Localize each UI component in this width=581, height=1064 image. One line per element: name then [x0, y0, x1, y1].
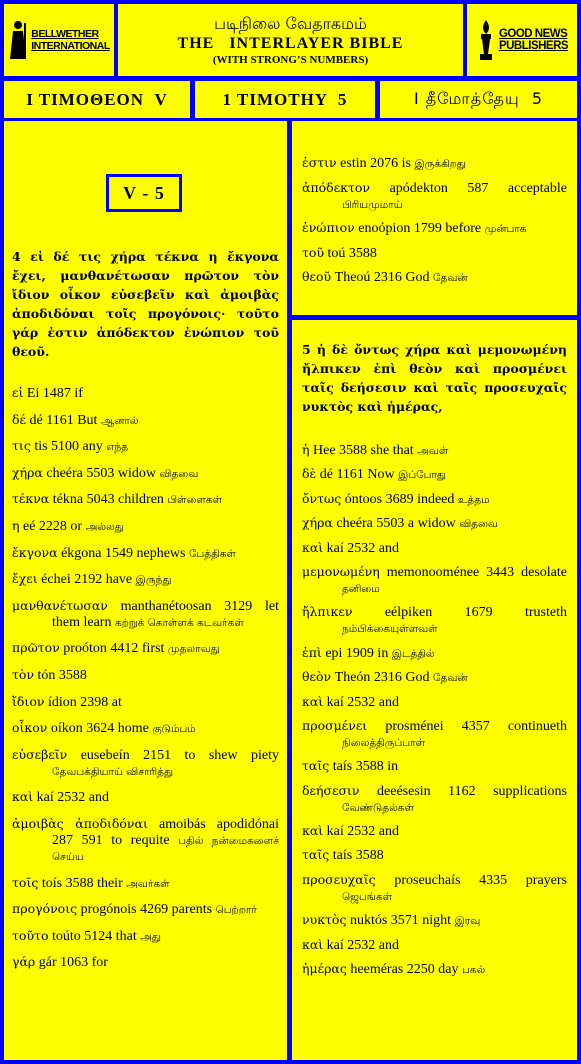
- transliteration-strongs-english: heeméras 2250 day: [350, 962, 459, 978]
- verse-5-word-list: [302, 442, 567, 978]
- tamil-gloss: நிலைத்திருப்பாள்: [342, 736, 426, 749]
- logo-left-line-2: INTERNATIONAL: [31, 40, 110, 52]
- tamil-gloss: நம்பிக்கையுள்ளவள்: [342, 623, 438, 636]
- word-entry: [12, 720, 279, 737]
- greek-word: τὸν: [12, 666, 35, 682]
- tamil-gloss: தேவன்: [433, 272, 468, 284]
- greek-word: τοῖς: [12, 874, 39, 890]
- word-entry: [302, 220, 567, 237]
- greek-word: εὐσεβεῖν: [12, 746, 68, 762]
- transliteration-strongs-english: prosménei 4357 continueth: [385, 718, 567, 734]
- tamil-gloss: பிரியமுமாய்: [342, 198, 403, 211]
- greek-word: νυκτὸς: [302, 912, 347, 928]
- word-entry: [302, 269, 567, 286]
- transliteration-strongs-english: apódekton 587 acceptable: [389, 180, 567, 196]
- greek-word: εἰ: [12, 385, 24, 400]
- word-entry: [302, 604, 567, 637]
- tamil-gloss: அல்லது: [85, 520, 124, 533]
- greek-word: ὄντως: [302, 490, 342, 506]
- greek-word: οἶκον: [12, 720, 48, 736]
- tamil-gloss: உத்தம: [457, 493, 490, 506]
- transliteration-strongs-english: dé 1161 But: [29, 412, 98, 428]
- good-news-logo: [467, 4, 577, 76]
- word-entry: [302, 758, 567, 775]
- word-entry: [12, 438, 279, 455]
- tamil-gloss: இரவு: [454, 915, 481, 928]
- page-title: THE INTERLAYER BIBLE: [177, 34, 404, 52]
- transliteration-strongs-english: kaí 2532 and: [326, 824, 399, 840]
- greek-word: ἡ: [302, 442, 310, 457]
- word-entry: [302, 180, 567, 213]
- word-entry: [302, 912, 567, 929]
- word-entry: [302, 783, 567, 816]
- transliteration-strongs-english: eé 2228 or: [23, 518, 83, 534]
- logo-right-line-2: PUBLISHERS: [498, 40, 569, 52]
- word-entry: [12, 694, 279, 711]
- transliteration-strongs-english: kaí 2532 and: [326, 937, 399, 953]
- greek-word: χήρα: [12, 464, 43, 480]
- tamil-gloss: அது: [140, 930, 162, 943]
- greek-word: ἀμοιβὰς ἀποδιδόναι: [12, 815, 148, 831]
- transliteration-strongs-english: tékna 5043 children: [52, 492, 164, 508]
- word-entry: [302, 823, 567, 840]
- transliteration-strongs-english: Ei 1487 if: [26, 386, 83, 401]
- greek-word: ἴδιον: [12, 693, 45, 709]
- transliteration-strongs-english: proseuchaís 4335 prayers: [394, 872, 568, 888]
- tamil-gloss: எந்த: [106, 441, 129, 454]
- greek-word: δὲ: [302, 466, 317, 482]
- word-entry: [302, 694, 567, 711]
- transliteration-strongs-english: eélpiken 1679 trusteth: [384, 605, 567, 621]
- tamil-gloss: பகல்: [461, 964, 486, 977]
- word-entry: [12, 928, 279, 945]
- word-entry: [12, 385, 279, 402]
- greek-word: χήρα: [302, 515, 333, 531]
- greek-word: ἐνώπιον: [302, 220, 355, 235]
- transliteration-strongs-english: kaí 2532 and: [326, 694, 399, 710]
- greek-word: θεὸν: [302, 669, 332, 685]
- transliteration-strongs-english: ékgona 1549 nephews: [61, 545, 186, 561]
- transliteration-strongs-english: amoibás apodidónai 287 591 to requite: [52, 816, 279, 848]
- transliteration-strongs-english: cheéra 5503 widow: [46, 465, 156, 481]
- greek-word: καὶ: [302, 823, 324, 839]
- word-entry: [12, 901, 279, 918]
- title-box: [118, 4, 463, 76]
- greek-word: καὶ: [302, 936, 324, 952]
- logo-right-line-1: GOOD NEWS: [498, 28, 568, 40]
- transliteration-strongs-english: Hee 3588 she that: [313, 443, 414, 458]
- tamil-gloss: இடத்தில்: [391, 647, 435, 660]
- word-entry: [302, 155, 567, 172]
- tamil-gloss: தனிமை: [342, 582, 380, 595]
- word-entry: [12, 545, 279, 562]
- word-entry: [12, 571, 279, 588]
- transliteration-strongs-english: manthanétoosan 3129 let them learn: [52, 598, 280, 630]
- verse-4-word-list: [12, 385, 279, 981]
- word-entry: [302, 442, 567, 459]
- book-name-tamil: I தீமோத்தேயு 5: [380, 81, 577, 118]
- transliteration-strongs-english: kaí 2532 and: [36, 790, 109, 806]
- transliteration-strongs-english: oíkon 3624 home: [50, 721, 149, 737]
- word-entry: [12, 789, 279, 806]
- greek-word: ταῖς: [302, 847, 330, 863]
- transliteration-strongs-english: nuktós 3571 night: [349, 913, 452, 929]
- tamil-gloss: பெற்றார்: [215, 904, 257, 917]
- tamil-gloss: அவர்கள்: [126, 877, 170, 890]
- greek-word: ἀπόδεκτον: [302, 179, 371, 195]
- tamil-gloss: பதில் நன்மைகளைச் செய்ய: [52, 834, 280, 863]
- transliteration-strongs-english: Theón 2316 God: [334, 670, 430, 686]
- tamil-gloss: முதலாவது: [167, 643, 220, 656]
- word-entry: [12, 491, 279, 508]
- verse-5-column: [292, 320, 577, 1060]
- word-entry: [302, 515, 567, 532]
- transliteration-strongs-english: taís 3588 in: [332, 759, 399, 775]
- transliteration-strongs-english: toú 3588: [327, 245, 377, 261]
- greek-word: η: [12, 517, 20, 533]
- tamil-gloss: கற்றுக் கொள்ளக் கடவர்கள்: [114, 616, 244, 629]
- book-name-english: 1 TIMOTHY 5: [195, 81, 375, 118]
- word-entry: [302, 937, 567, 954]
- tamil-gloss: இருக்கிறது: [414, 158, 466, 170]
- transliteration-strongs-english: taís 3588: [332, 848, 384, 864]
- tamil-gloss: வேண்டுதல்கள்: [342, 801, 414, 814]
- transliteration-strongs-english: échei 2192 have: [41, 572, 133, 588]
- logo-left-line-1: BELLWETHER: [31, 28, 99, 40]
- tamil-gloss: ஆனால்: [100, 414, 139, 427]
- greek-word: προσμένει: [302, 717, 368, 733]
- tamil-gloss: ஜெபங்கள்: [342, 890, 393, 903]
- transliteration-strongs-english: óntoos 3689 indeed: [344, 491, 455, 507]
- greek-word: γάρ: [12, 954, 36, 970]
- greek-word: μανθανέτωσαν: [12, 597, 108, 613]
- tamil-gloss: தேவபக்தியாய் விசாரித்து: [52, 765, 174, 778]
- word-entry: [302, 961, 567, 978]
- greek-word: προσευχαῖς: [302, 871, 376, 887]
- transliteration-strongs-english: memonooménee 3443 desolate: [386, 564, 567, 580]
- transliteration-strongs-english: ídion 2398 at: [47, 694, 122, 710]
- greek-word: τοῦτο: [12, 927, 49, 943]
- word-entry: [12, 954, 279, 971]
- bellwether-logo: [4, 4, 114, 76]
- transliteration-strongs-english: proóton 4412 first: [63, 641, 165, 657]
- transliteration-strongs-english: dé 1161 Now: [319, 467, 395, 483]
- verse-4-text: 4 εἰ δέ τις χήρα τέκνα η ἔκγονα ἔχει, μανθανέτωσαν πρῶτον τὸν ἴδιον οἶκον εὐσεβεῖν καὶ ἀμοιβὰς ἀποδιδόναι τοῖς προγόνοις· τοῦτο γάρ ἐστιν ἀπόδεκτον ἐνώπιον τοῦ θεοῦ.: [12, 249, 279, 359]
- transliteration-strongs-english: gár 1063 for: [38, 955, 108, 971]
- shepherd-figure-icon: [8, 19, 28, 61]
- tamil-gloss: முன்பாக: [484, 223, 527, 235]
- word-entry: [12, 518, 279, 535]
- verse-4-continued-word-list: [302, 155, 567, 286]
- tamil-gloss: பிள்ளைகள்: [167, 494, 223, 507]
- word-entry: [12, 747, 279, 780]
- tamil-gloss: தேவன்: [433, 672, 468, 685]
- word-entry: [302, 872, 567, 905]
- word-entry: [302, 540, 567, 557]
- transliteration-strongs-english: tón 3588: [37, 667, 87, 683]
- greek-word: καὶ: [302, 693, 324, 709]
- word-entry: [302, 847, 567, 864]
- greek-word: τις: [12, 438, 31, 454]
- word-entry: [12, 640, 279, 657]
- torch-icon: [476, 18, 496, 62]
- transliteration-strongs-english: kaí 2532 and: [326, 540, 399, 556]
- greek-word: ἔχει: [12, 571, 38, 587]
- greek-word: ἐστιν: [302, 155, 337, 170]
- verse-badge: V - 5: [106, 174, 182, 212]
- greek-word: ἤλπικεν: [302, 604, 353, 620]
- word-entry: [302, 564, 567, 597]
- transliteration-strongs-english: estin 2076 is: [340, 156, 411, 171]
- tamil-gloss: விதவை: [159, 467, 199, 480]
- transliteration-strongs-english: enoópion 1799 before: [358, 221, 482, 236]
- word-entry: [12, 412, 279, 429]
- tamil-gloss: அவள்: [417, 445, 449, 457]
- greek-word: δέ: [12, 411, 27, 427]
- title-tamil: படிநிலை வேதாகமம்: [214, 13, 367, 33]
- transliteration-strongs-english: deeésesin 1162 supplications: [377, 783, 567, 799]
- transliteration-strongs-english: toúto 5124 that: [51, 928, 137, 944]
- word-entry: [12, 598, 279, 631]
- tamil-gloss: இப்போது: [398, 469, 447, 482]
- word-entry: [12, 875, 279, 892]
- transliteration-strongs-english: epi 1909 in: [325, 645, 389, 661]
- word-entry: [12, 667, 279, 684]
- greek-word: τοῦ: [302, 244, 325, 260]
- book-name-greek: Ι ΤΙΜΟΘΕΟΝ V: [4, 81, 190, 118]
- tamil-gloss: பேத்திகள்: [188, 547, 236, 560]
- transliteration-strongs-english: toís 3588 their: [41, 875, 123, 891]
- word-entry: [302, 645, 567, 662]
- word-entry: [302, 466, 567, 483]
- word-entry: [302, 491, 567, 508]
- word-entry: [12, 816, 279, 865]
- greek-word: καὶ: [12, 789, 34, 805]
- verse-4-continued-column: [292, 121, 577, 315]
- transliteration-strongs-english: cheéra 5503 a widow: [336, 516, 456, 532]
- transliteration-strongs-english: progónois 4269 parents: [80, 902, 213, 918]
- greek-word: δεήσεσιν: [302, 782, 360, 798]
- greek-word: μεμονωμένη: [302, 563, 380, 579]
- word-entry: [302, 245, 567, 262]
- word-entry: [12, 465, 279, 482]
- tamil-gloss: இருந்து: [135, 574, 172, 587]
- verse-5-text: 5 ἡ δὲ ὄντως χήρα καὶ μεμονωμένη ἤλπικεν ἐπὶ θεὸν καὶ προσμένει ταῖς δεήσεσιν καὶ ταῖς προσευχαῖς νυκτὸς καὶ ἡμέρας,: [302, 342, 567, 414]
- transliteration-strongs-english: eusebeín 2151 to shew piety: [80, 747, 280, 763]
- greek-word: ἡμέρας: [302, 961, 347, 977]
- verse-4-column: [4, 121, 287, 1060]
- tamil-gloss: குடும்பம்: [152, 723, 196, 736]
- greek-word: ἔκγονα: [12, 544, 58, 560]
- tamil-gloss: விதவை: [459, 518, 498, 531]
- greek-word: θεοῦ: [302, 269, 332, 284]
- word-entry: [302, 669, 567, 686]
- greek-word: τέκνα: [12, 491, 50, 507]
- greek-word: καὶ: [302, 539, 324, 555]
- greek-word: πρῶτον: [12, 640, 60, 656]
- page-subtitle: (WITH STRONG’S NUMBERS): [212, 53, 369, 66]
- greek-word: ἐπὶ: [302, 644, 322, 660]
- greek-word: προγόνοις: [12, 901, 78, 917]
- transliteration-strongs-english: Theoú 2316 God: [334, 270, 430, 285]
- word-entry: [302, 718, 567, 751]
- greek-word: ταῖς: [302, 758, 330, 774]
- transliteration-strongs-english: tis 5100 any: [34, 439, 103, 455]
